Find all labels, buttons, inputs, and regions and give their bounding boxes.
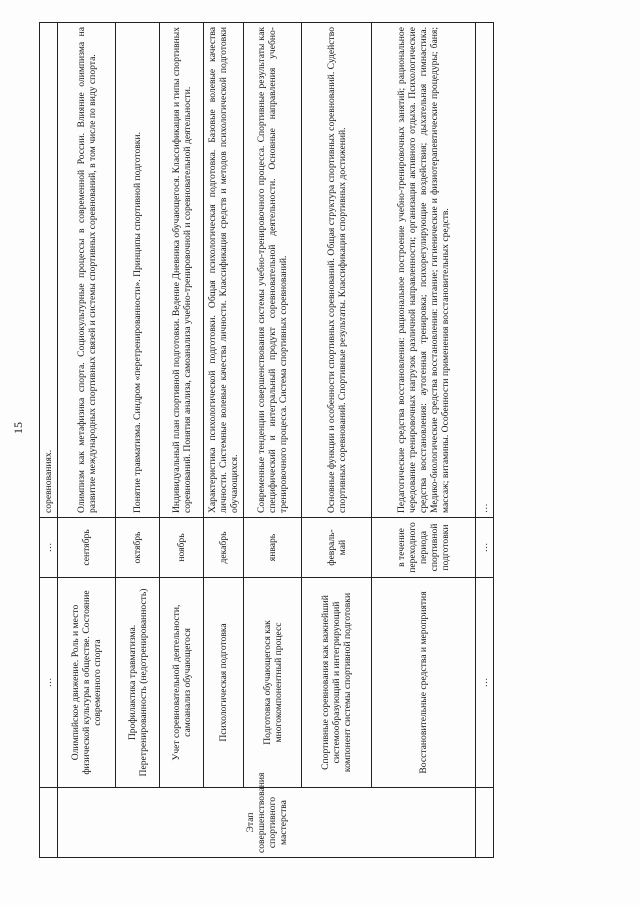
bottom-topic-cell: … <box>476 578 494 788</box>
table-row <box>58 23 116 858</box>
topic-cell: Спортивные соревнования как важнейший системообразующий и интегрирующий компонент системы спортивной подготовки <box>302 578 372 788</box>
topic-cell: Олимпийское движение. Роль и место физической культуры в обществе. Состояние современного спорта <box>58 578 116 788</box>
content-cell: Педагогические средства восстановления: рациональное построение учебно-тренировочных занятий; рациональное чередование тренировочных нагрузок различной направленности; организация активного отдыха. Психологические средства восстановления: аутогенная тренировка; психорегулирующие воздействия; дыхательная гимнастика. Медико-биологические средства восстановления: питание; гигиенические и физиотерапевтические процедуры; баня; массаж; витамины. Особенности применения восстановительных средств. <box>372 23 476 518</box>
top-stage-cell <box>40 788 58 858</box>
topic-cell: Восстановительные средства и мероприятия <box>372 578 476 788</box>
topic-cell: Подготовка обучающегося как многокомпонентный процесс <box>244 578 302 788</box>
month-cell: декабрь <box>204 518 244 578</box>
table-row <box>372 23 476 858</box>
program-table <box>39 22 494 858</box>
topic-cell: Психологическая подготовка <box>204 578 244 788</box>
content-cell: Современные тенденции совершенствования системы учебно-тренировочного процесса. Спортивные результаты как специфический и интегральный продукт соревновательной деятельности. Основные направления учебно-тренировочного процесса. Система спортивных соревнований. <box>244 23 302 518</box>
table-row-bottom <box>476 23 494 858</box>
month-cell: в течение переходного периода спортивной подготовки <box>372 518 476 578</box>
month-cell: ноябрь <box>160 518 204 578</box>
bottom-month-cell: … <box>476 518 494 578</box>
month-cell: январь <box>244 518 302 578</box>
bottom-stage-cell <box>476 788 494 858</box>
table-row <box>302 23 372 858</box>
table-row-top <box>40 23 58 858</box>
stage-cell: Этап совершенствования спортивного мастерства <box>58 788 476 858</box>
rotated-content <box>11 23 571 858</box>
topic-cell: Профилактика травматизма. Перетренированность (недотренированность) <box>116 578 160 788</box>
month-cell: сентябрь <box>58 518 116 578</box>
content-cell: Характеристика психологической подготовки. Общая психологическая подготовка. Базовые волевые качества личности. Системные волевые качества личности. Классификация средств и методов психологической подготовки обучающихся. <box>204 23 244 518</box>
top-content-cell: соревнованиях. <box>40 23 58 518</box>
table-row <box>160 23 204 858</box>
top-month-cell: … <box>40 518 58 578</box>
content-cell: Олимпизм как метафизика спорта. Социокультурные процессы в современной России. Влияние олимпизма на развитие международных спортивных связей и системы спортивных соревнований, в том числе по виду спорта. <box>58 23 116 518</box>
content-cell: Основные функции и особенности спортивных соревнований. Общая структура спортивных соревнований. Судейство спортивных соревнований. Спортивные результаты. Классификация спортивных достижений. <box>302 23 372 518</box>
table-row <box>244 23 302 858</box>
content-cell: Индивидуальный план спортивной подготовки. Ведение Дневника обучающегося. Классификация и типы спортивных соревнований. Понятия анализа, самоанализа учебно-тренировочной и соревновательной деятельности. <box>160 23 204 518</box>
month-cell: февраль-май <box>302 518 372 578</box>
table-row <box>116 23 160 858</box>
top-topic-cell: … <box>40 578 58 788</box>
month-cell: октябрь <box>116 518 160 578</box>
topic-cell: Учет соревновательной деятельности, самоанализ обучающегося <box>160 578 204 788</box>
bottom-content-cell: … <box>476 23 494 518</box>
content-cell: Понятие травматизма. Синдром «перетренированности». Принципы спортивной подготовки. <box>116 23 160 518</box>
table-row <box>204 23 244 858</box>
page-number: 15 <box>11 422 25 434</box>
